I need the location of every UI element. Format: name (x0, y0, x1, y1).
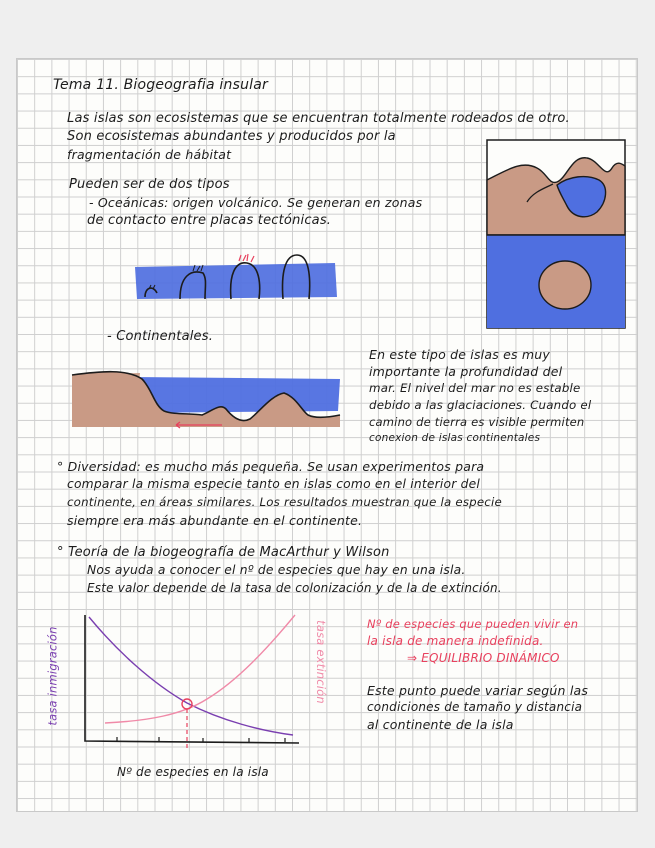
oceanic-line-1: - Oceánicas: origen volcánico. Se generan en zonas (89, 195, 423, 210)
page-title: Tema 11. Biogeografia insular (53, 77, 268, 93)
variation-line-2: condiciones de tamaño y distancia (367, 700, 583, 714)
diversity-line-2: comparar la misma especie tanto en islas como en el interior del (67, 477, 481, 491)
continental-note-4: debido a las glaciaciones. Cuando el (369, 398, 592, 412)
types-heading: Pueden ser de dos tipos (69, 177, 230, 192)
intro-line-3: fragmentación de hábitat (67, 147, 232, 162)
continental-label: - Continentales. (107, 329, 214, 344)
theory-line-3: Este valor depende de la tasa de colonización y de la de extinción. (87, 581, 502, 595)
continental-note-5: camino de tierra es visible permiten (369, 415, 585, 429)
equilibrium-line-1: Nº de especies que pueden vivir en (367, 617, 579, 631)
variation-line-1: Este punto puede variar según las (367, 683, 589, 698)
notebook-page (16, 58, 638, 812)
theory-line-2: Nos ayuda a conocer el nº de especies que hay en una isla. (87, 563, 466, 577)
intro-line-2: Son ecosistemas abundantes y producidos por la (67, 129, 396, 144)
theory-heading: ° Teoría de la biogeografía de MacArthur y Wilson (57, 545, 390, 560)
continental-islands-sketch (72, 365, 347, 435)
continental-note-1: En este tipo de islas es muy (369, 347, 550, 362)
oceanic-line-2: de contacto entre placas tectónicas. (87, 213, 332, 228)
diversity-line-4: siempre era más abundante en el continente. (67, 513, 363, 528)
continental-note-6: conexion de islas continentales (369, 432, 541, 444)
oceanic-islands-sketch (135, 247, 355, 307)
intro-line-1: Las islas son ecosistemas que se encuentran totalmente rodeados de otro. (67, 111, 570, 126)
equilibrium-line-3: ⇒ EQUILIBRIO DINÁMICO (407, 651, 560, 665)
equilibrium-line-2: la isla de manera indefinida. (367, 634, 544, 648)
continental-note-2: importante la profundidad del (369, 364, 563, 379)
macarthur-wilson-graph (57, 611, 307, 749)
continental-note-3: mar. El nivel del mar no es estable (369, 381, 581, 395)
diversity-line-1: ° Diversidad: es mucho más pequeña. Se usan experimentos para (57, 459, 485, 474)
graph-ylabel-right: tasa extinción (313, 620, 328, 704)
variation-line-3: al continente de la isla (367, 717, 514, 732)
diversity-line-3: continente, en áreas similares. Los resultados muestran que la especie (67, 495, 502, 509)
island-illustration (487, 140, 625, 328)
graph-xlabel: Nº de especies en la isla (117, 765, 269, 779)
graph-ylabel-left: tasa inmigración (45, 626, 60, 726)
